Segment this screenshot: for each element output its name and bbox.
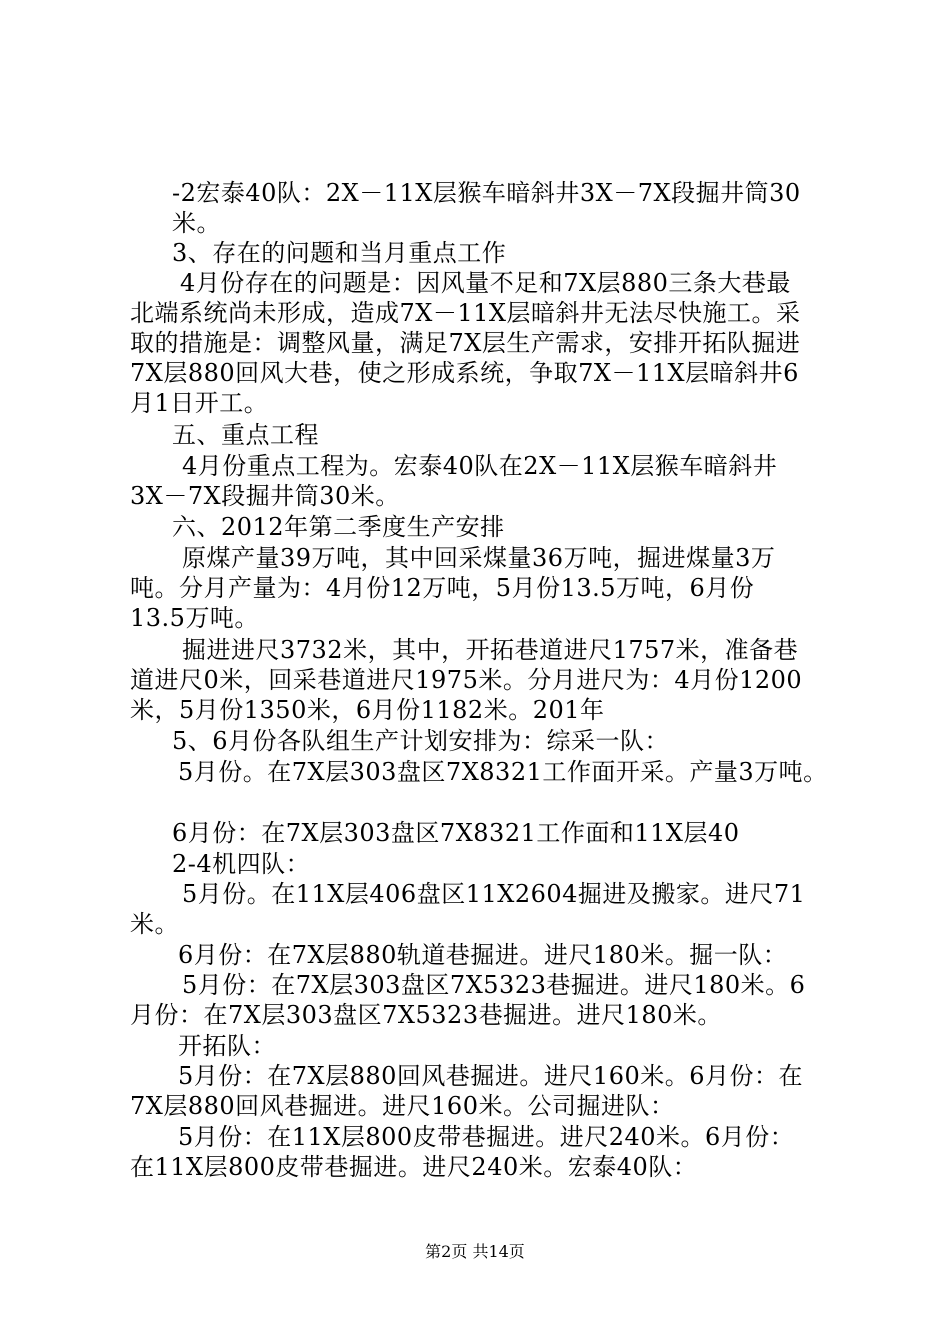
text-line: 在11X层800皮带巷掘进。进尺240米。宏泰40队： (130, 1153, 698, 1181)
text-line: 5、6月份各队组生产计划安排为：综采一队： (172, 727, 670, 755)
text-line: 吨。分月产量为：4月份12万吨，5月份13.5万吨，6月份 (130, 574, 755, 602)
text-line: 5月份。在11X层406盘区11X2604掘进及搬家。进尺71 (182, 880, 806, 908)
text-line: 月1日开工。 (130, 389, 269, 417)
text-line: 5月份：在11X层800皮带巷掘进。进尺240米。6月份： (178, 1123, 795, 1151)
section-heading: 3、存在的问题和当月重点工作 (172, 239, 507, 267)
text-line: 北端系统尚未形成，造成7X－11X层暗斜井无法尽快施工。采 (130, 299, 801, 327)
text-line: 取的措施是：调整风量，满足7X层生产需求，安排开拓队掘进 (130, 329, 801, 357)
text-line: 米。 (130, 910, 179, 938)
text-line: 5月份：在7X层303盘区7X5323巷掘进。进尺180米。6 (182, 971, 806, 999)
text-line: 道进尺0米，回采巷道进尺1975米。分月进尺为：4月份1200 (130, 666, 803, 694)
page-number-footer: 第2页 共14页 (425, 1242, 525, 1261)
text-line: 米。 (172, 209, 221, 237)
text-line: 4月份重点工程为。宏泰40队在2X－11X层猴车暗斜井 (182, 452, 778, 480)
text-line: 开拓队： (178, 1032, 276, 1060)
text-line: 6月份：在7X层303盘区7X8321工作面和11X层40 (172, 819, 740, 847)
text-line: 月份：在7X层303盘区7X5323巷掘进。进尺180米。 (130, 1001, 722, 1029)
text-line: 13.5万吨。 (130, 604, 259, 632)
text-line: 5月份：在7X层880回风巷掘进。进尺160米。6月份：在 (178, 1062, 804, 1090)
text-line: 7X层880回风大巷，使之形成系统，争取7X－11X层暗斜井6 (130, 359, 799, 387)
section-heading: 五、重点工程 (172, 421, 319, 449)
text-line: 原煤产量39万吨，其中回采煤量36万吨，掘进煤量3万 (182, 544, 776, 572)
text-line: 5月份。在7X层303盘区7X8321工作面开采。产量3万吨。 (178, 758, 828, 786)
text-line: 掘进进尺3732米，其中，开拓巷道进尺1757米，准备巷 (182, 636, 799, 664)
text-line: 3X－7X段掘井筒30米。 (130, 482, 400, 510)
text-line: 7X层880回风巷掘进。进尺160米。公司掘进队： (130, 1092, 675, 1120)
text-line: 2-4机四队： (172, 850, 311, 878)
text-line: 米，5月份1350米，6月份1182米。201年 (130, 696, 605, 724)
text-line: 4月份存在的问题是：因风量不足和7X层880三条大巷最 (180, 269, 791, 297)
text-line: -2宏泰40队：2X－11X层猴车暗斜井3X－7X段掘井筒30 (172, 179, 801, 207)
section-heading: 六、2012年第二季度生产安排 (172, 513, 505, 541)
text-line: 6月份：在7X层880轨道巷掘进。进尺180米。掘一队： (178, 941, 788, 969)
